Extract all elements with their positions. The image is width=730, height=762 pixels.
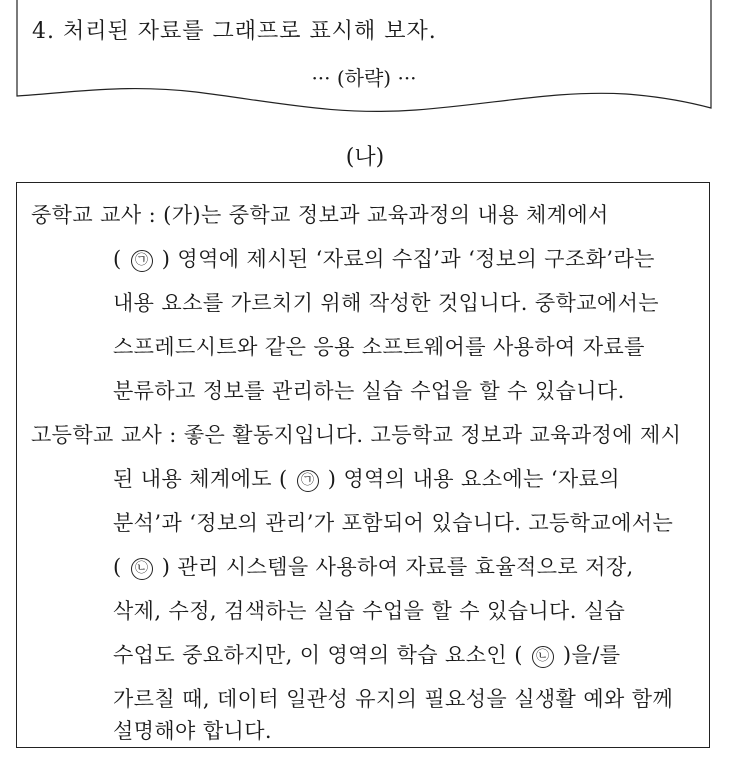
high-line-6-pre: 수업도 중요하지만, 이 영역의 학습 요소인 ( [113,643,530,667]
step-4-text: 4. 처리된 자료를 그래프로 표시해 보자. [32,19,437,44]
high-teacher-line-2 [113,463,620,493]
high-teacher-line-4 [113,551,634,581]
high-line-6-post: )을/를 [555,643,621,667]
blank-marker-b: ㉡ [532,646,554,668]
high-line-2-post: ) 영역의 내용 요소에는 ‘자료의 [320,467,620,491]
middle-teacher-speaker: 중학교 교사 : [31,203,164,227]
high-line-4-post: ) 관리 시스템을 사용하여 자료를 효율적으로 저장, [154,555,634,579]
dialogue-box [16,182,710,748]
high-teacher-line-3: 분석’과 ‘정보의 관리’가 포함되어 있습니다. 고등학교에서는 [113,511,674,535]
high-line-2-pre: 된 내용 체계에도 ( [113,467,295,491]
middle-teacher-line-2 [113,243,655,273]
high-teacher-line-1 [31,419,681,449]
blank-marker-a: ㉠ [297,470,319,492]
high-teacher-line-7: 가르칠 때, 데이터 일관성 유지의 필요성을 실생활 예와 함께 [113,687,674,711]
omitted-marker: ··· (하략) ··· [311,66,417,90]
blank-open: ( [113,247,129,271]
middle-line-2-text: ) 영역에 제시된 ‘자료의 수집’과 ‘정보의 구조화’라는 [154,247,655,271]
blank-marker-b: ㉡ [131,558,153,580]
middle-line-1-text: (가)는 중학교 정보과 교육과정의 내용 체계에서 [163,203,609,227]
high-line-1-text: 좋은 활동지입니다. 고등학교 정보과 교육과정에 제시 [183,423,682,447]
high-teacher-line-8: 설명해야 합니다. [113,719,272,743]
section-caption: (나) [345,145,385,170]
middle-teacher-line-4: 스프레드시트와 같은 응용 소프트웨어를 사용하여 자료를 [113,335,645,359]
high-line-4-pre: ( [113,555,129,579]
middle-teacher-line-5: 분류하고 정보를 관리하는 실습 수업을 할 수 있습니다. [113,379,625,403]
middle-teacher-line-1 [31,199,609,229]
blank-marker-a: ㉠ [131,250,153,272]
high-teacher-line-5: 삭제, 수정, 검색하는 실습 수업을 할 수 있습니다. 실습 [113,599,626,623]
activity-sheet-excerpt [16,0,712,122]
high-teacher-speaker: 고등학교 교사 : [31,423,184,447]
middle-teacher-line-3: 내용 요소를 가르치기 위해 작성한 것입니다. 중학교에서는 [113,291,659,315]
high-teacher-line-6 [113,639,620,669]
